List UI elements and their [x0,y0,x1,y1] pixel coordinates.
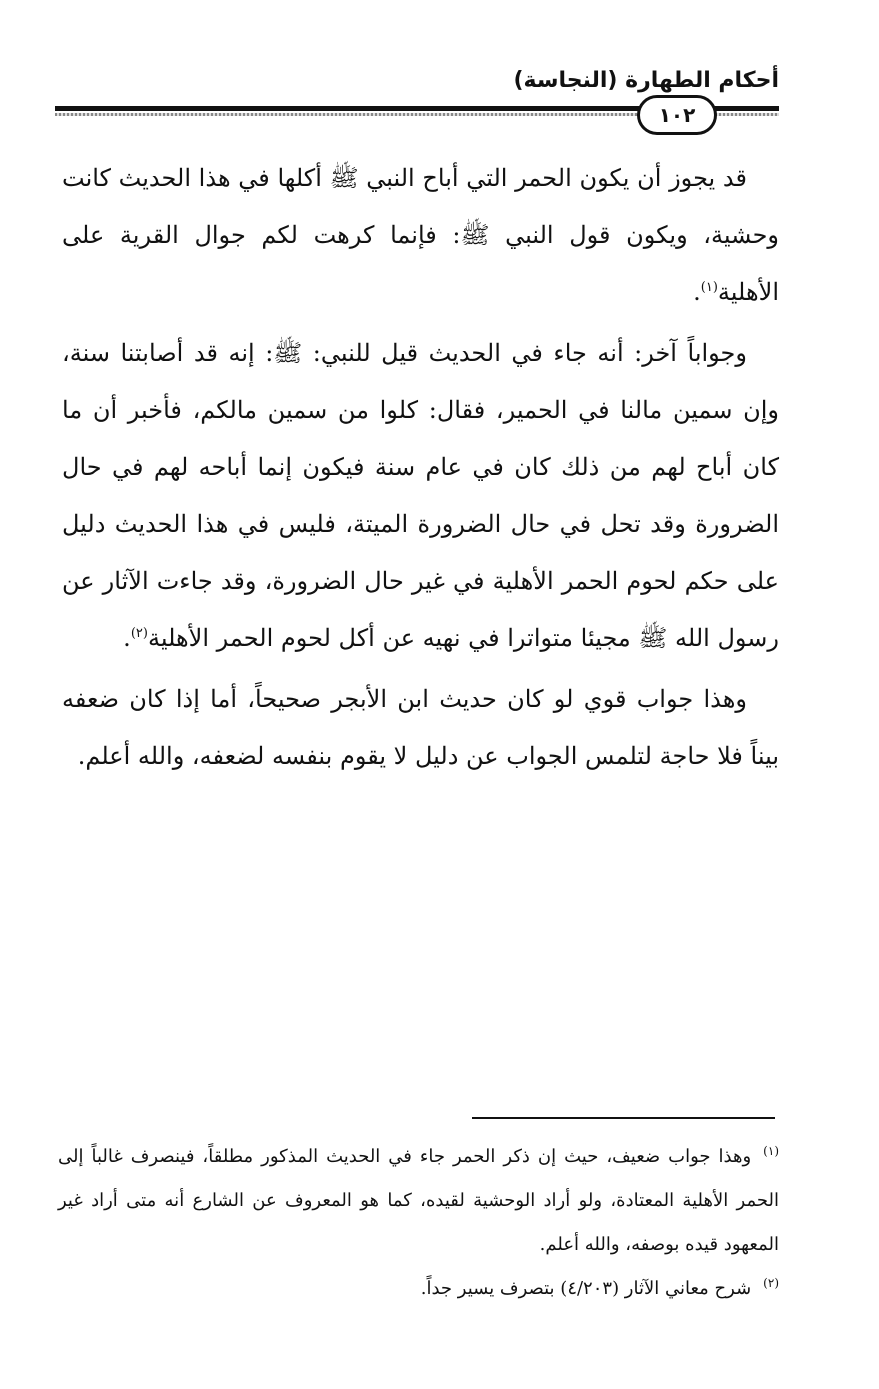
page-number: ١٠٢ [637,95,717,135]
running-header [55,62,779,127]
footnote-separator [472,1117,775,1119]
paragraph-2 [62,325,779,667]
paragraph-1-end: . [693,278,701,306]
footnote-2-number: (٢) [763,1276,779,1290]
paragraph-1 [62,150,779,321]
paragraph-1-text: قد يجوز أن يكون الحمر التي أباح النبي ﷺ أكلها في هذا الحديث كانت وحشية، ويكون قول النبي ﷺ: فإنما كرهت لكم جوال القرية على الأهلية [62,164,779,306]
paragraph-2-end: . [123,624,131,652]
footnote-2-text: شرح معاني الآثار (٤/٢٠٣) بتصرف يسير جداً. [420,1278,752,1299]
main-text [62,150,779,785]
header-title: أحكام الطهارة (النجاسة) [513,68,779,93]
paragraph-2-text: وجواباً آخر: أنه جاء في الحديث قيل للنبي: ﷺ: إنه قد أصابتنا سنة، وإن سمين مالنا في الحمير، فقال: كلوا من سمين مالكم، فأخبر أن ما كان أباح لهم من ذلك كان في عام سنة فيكون إنما أباحه لهم في حال الضرورة وقد تحل في حال الضرورة الميتة، فليس في هذا الحديث دليل على حكم لحوم الحمر الأهلية في غير حال الضرورة، وقد جاءت الآثار عن رسول الله ﷺ مجيئا متواترا في نهيه عن أكل لحوم الحمر الأهلية [62,339,779,652]
footnote-1-text: وهذا جواب ضعيف، حيث إن ذكر الحمر جاء في الحديث المذكور مطلقاً، فينصرف غالباً إلى الحمر الأهلية المعتادة، ولو أراد الوحشية لقيده، كما هو المعروف عن الشارع أنه متى أراد غير المعهود قيده بوصفه، والله أعلم. [58,1146,779,1255]
footnotes [58,1135,779,1311]
paragraph-3: وهذا جواب قوي لو كان حديث ابن الأبجر صحيحاً، أما إذا كان ضعفه بيناً فلا حاجة لتلمس الجواب عن دليل لا يقوم بنفسه لضعفه، والله أعلم. [62,685,779,770]
footnote-1-number: (١) [763,1144,779,1158]
footnote-2 [58,1267,779,1311]
footnote-ref-1: (١) [700,280,718,295]
footnote-1 [58,1135,779,1267]
footnote-ref-2: (٢) [130,626,148,641]
